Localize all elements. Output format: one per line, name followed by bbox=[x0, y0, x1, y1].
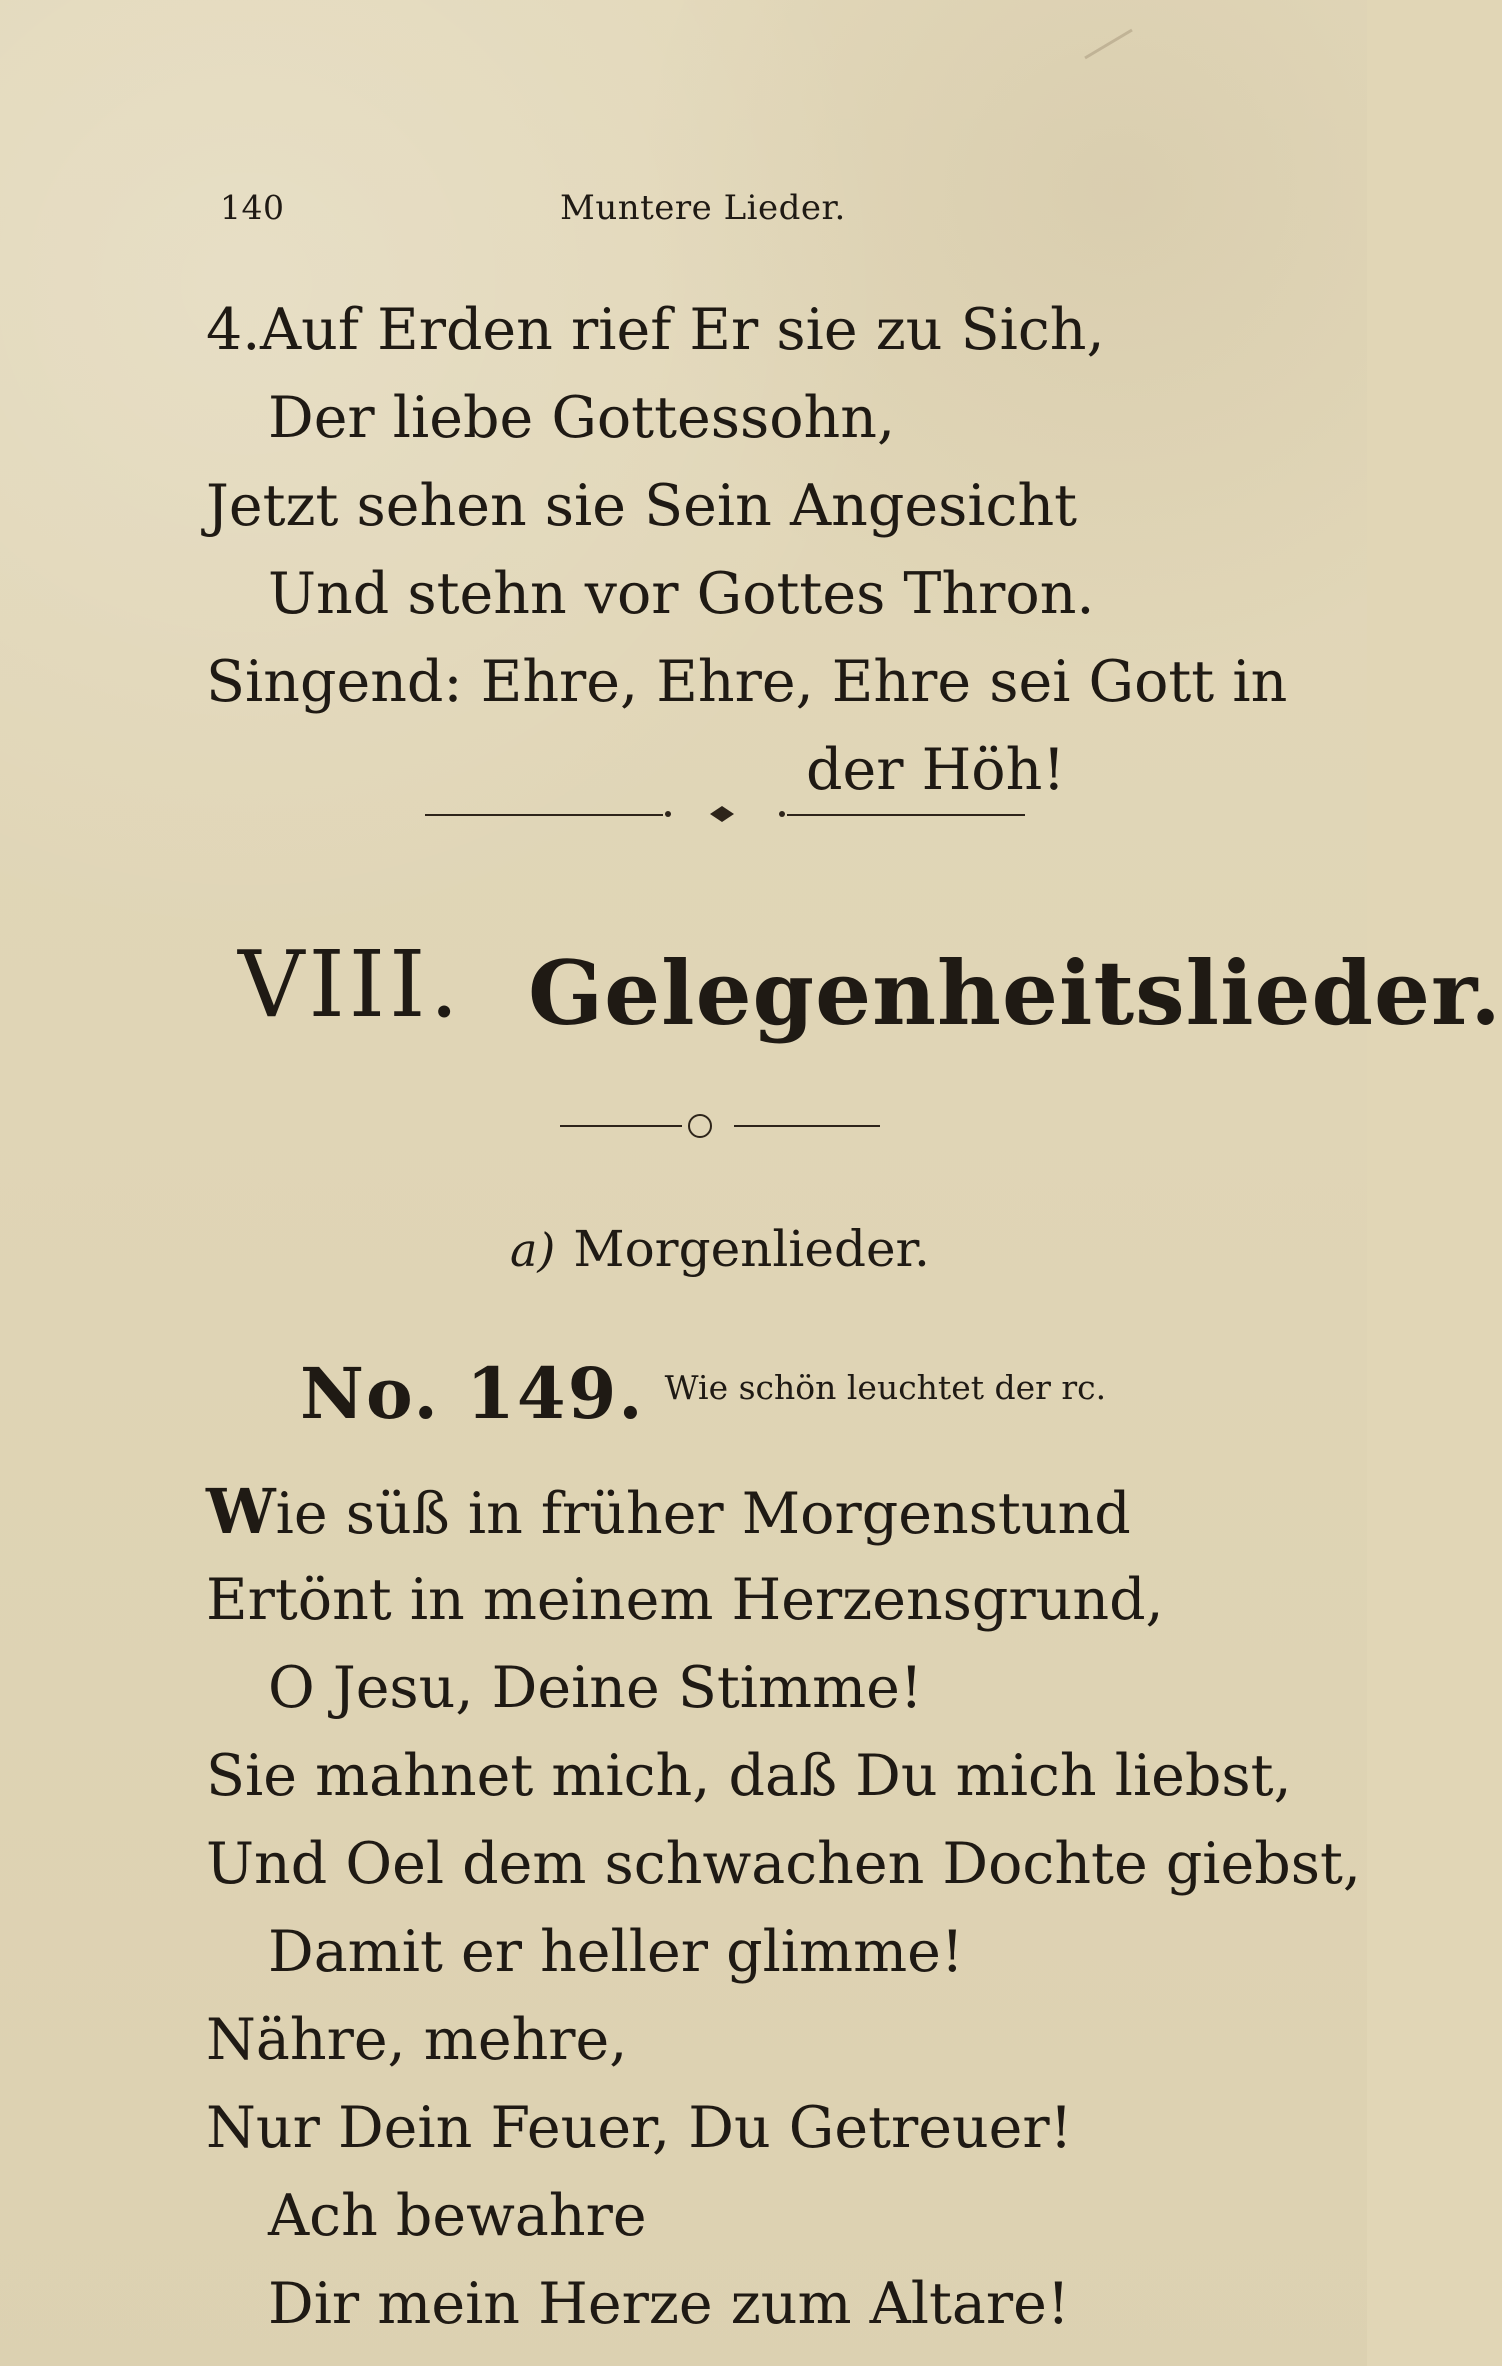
section-divider bbox=[425, 805, 1025, 825]
stanza-line bbox=[206, 1908, 1286, 1996]
stanza-line bbox=[206, 2260, 1286, 2348]
stanza-line bbox=[206, 550, 1286, 638]
stanza-line-text: O Jesu, Deine Stimme! bbox=[268, 1655, 923, 1721]
stanza-line-text: Und Oel dem schwachen Dochte giebst, bbox=[206, 1831, 1362, 1897]
stanza-line bbox=[206, 1644, 1286, 1732]
divider-rule-right bbox=[787, 814, 1025, 816]
page-number: 140 bbox=[220, 188, 285, 227]
section-title: Gelegenheitslieder. bbox=[528, 941, 1502, 1045]
stanza-line-text: Damit er heller glimme! bbox=[268, 1919, 964, 1985]
small-divider-rule-right bbox=[734, 1125, 880, 1127]
stanza-line-text: Auf Erden rief Er sie zu Sich, bbox=[260, 297, 1105, 363]
hymn-tune: Wie schön leuchtet der rc. bbox=[664, 1368, 1107, 1407]
stanza-line-text: Der liebe Gottessohn, bbox=[268, 385, 896, 451]
stanza-line-text: Und stehn vor Gottes Thron. bbox=[268, 561, 1095, 627]
stanza-line-text: Nähre, mehre, bbox=[206, 2007, 628, 2073]
stanza-line-text: Sie mahnet mich, daß Du mich liebst, bbox=[206, 1743, 1292, 1809]
stanza-line bbox=[206, 1468, 1286, 1556]
small-divider bbox=[560, 1112, 880, 1140]
section-heading bbox=[238, 930, 1502, 1050]
divider-dot-icon bbox=[779, 811, 785, 817]
stanza-line-text: Singend: Ehre, Ehre, Ehre sei Gott in bbox=[206, 649, 1288, 715]
stanza-line bbox=[206, 2172, 1286, 2260]
subheading-label: a) bbox=[510, 1223, 556, 1277]
stanza-line bbox=[206, 374, 1286, 462]
subheading-title: Morgenlieder. bbox=[573, 1220, 930, 1278]
corner-mark-icon bbox=[1080, 24, 1140, 64]
stanza-line-text: ie süß in früher Morgenstund bbox=[275, 1481, 1131, 1547]
stanza-line bbox=[206, 638, 1286, 726]
stanza-line bbox=[206, 286, 1286, 374]
diamond-icon bbox=[710, 806, 734, 822]
drop-cap: W bbox=[206, 1475, 276, 1548]
stanza-line bbox=[206, 462, 1286, 550]
hymn-heading bbox=[300, 1352, 1200, 1442]
stanza-line bbox=[206, 2084, 1286, 2172]
top-stanza bbox=[206, 286, 1286, 814]
stanza-line bbox=[206, 726, 1286, 814]
stanza-line-text: Jetzt sehen sie Sein Angesicht bbox=[206, 473, 1078, 539]
stanza-line-text: der Höh! bbox=[806, 737, 1066, 803]
stanza-line bbox=[206, 1732, 1292, 1820]
divider-dot-icon bbox=[665, 811, 671, 817]
stanza-line bbox=[206, 1556, 1286, 1644]
stanza-line-text: Ach bewahre bbox=[268, 2183, 647, 2249]
subheading bbox=[510, 1220, 1010, 1290]
stanza-line-text: Ertönt in meinem Herzensgrund, bbox=[206, 1567, 1164, 1633]
main-stanza bbox=[206, 1468, 1362, 2348]
stanza-line bbox=[206, 1820, 1362, 1908]
page-header bbox=[220, 188, 1160, 240]
stanza-number: 4. bbox=[206, 297, 261, 363]
hymn-number: No. 149. bbox=[300, 1352, 645, 1435]
divider-rule-left bbox=[425, 814, 663, 816]
stanza-line-text: Nur Dein Feuer, Du Getreuer! bbox=[206, 2095, 1073, 2161]
small-divider-rule-left bbox=[560, 1125, 682, 1127]
circle-icon bbox=[688, 1114, 712, 1138]
stanza-line-text: Dir mein Herze zum Altare! bbox=[268, 2271, 1070, 2337]
stanza-line bbox=[206, 1996, 1286, 2084]
running-title: Muntere Lieder. bbox=[560, 188, 846, 228]
section-number: VIII. bbox=[238, 931, 463, 1038]
